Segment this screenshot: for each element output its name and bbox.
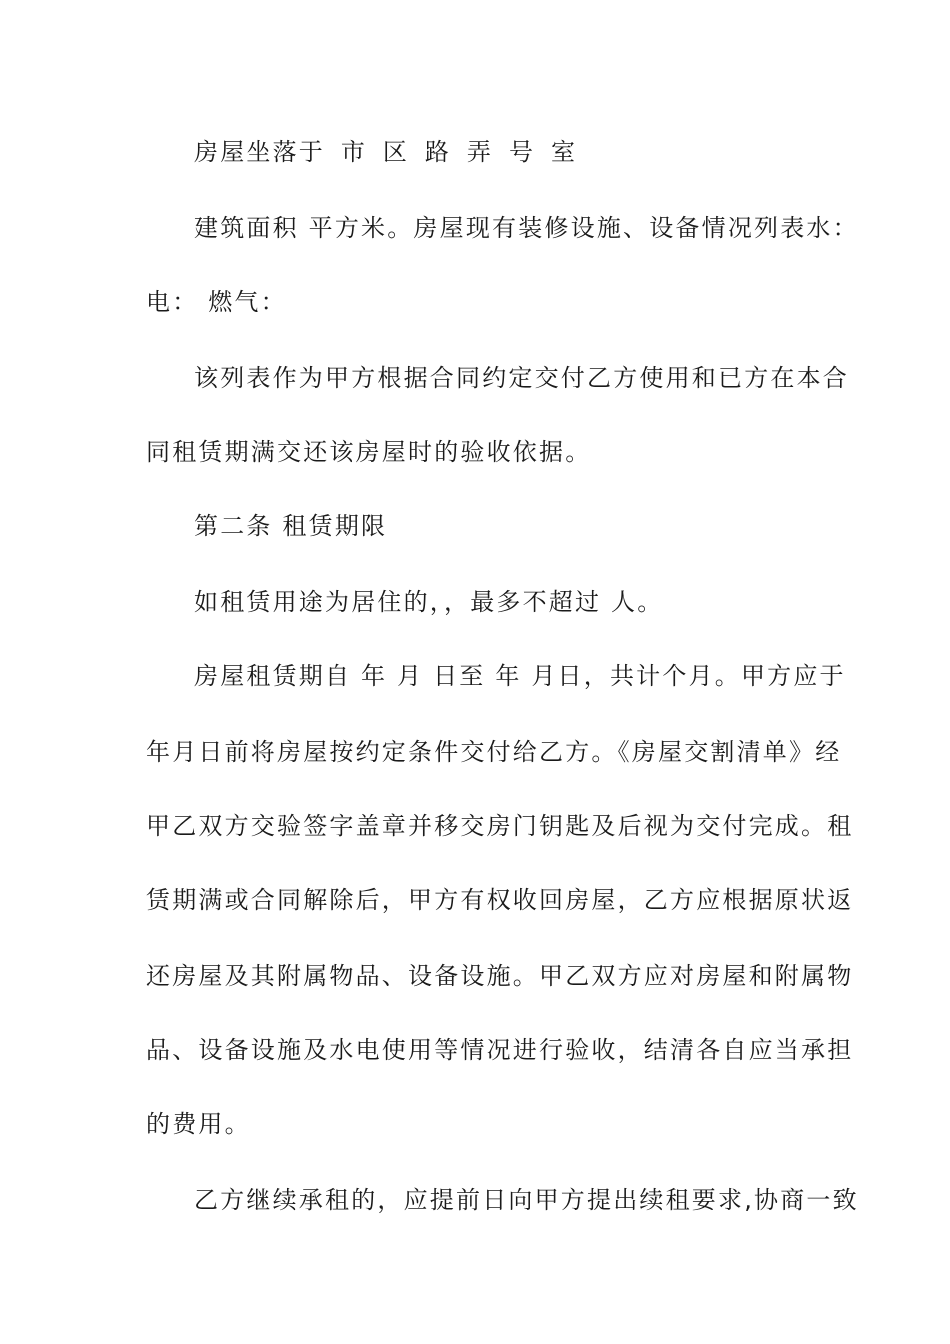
paragraph-term-line-2: 年月日前将房屋按约定条件交付给乙方。《房屋交割清单》经 (146, 738, 842, 766)
paragraph-term-line-1: 房屋租赁期自 年 月 日至 年 月日，共计个月。甲方应于 (194, 662, 846, 690)
section-heading-lease-term: 第二条 租赁期限 (194, 512, 388, 540)
paragraph-area-line-1: 建筑面积 平方米。房屋现有装修设施、设备情况列表水： (194, 214, 859, 242)
paragraph-term-line-4: 赁期满或合同解除后，甲方有权收回房屋，乙方应根据原状返 (146, 886, 854, 914)
paragraph-list-line-1: 该列表作为甲方根据合同约定交付乙方使用和已方在本合 (194, 364, 849, 392)
paragraph-location: 房屋坐落于 市 区 路 弄 号 室 (194, 138, 578, 166)
paragraph-term-line-3: 甲乙双方交验签字盖章并移交房门钥匙及后视为交付完成。租 (146, 812, 854, 840)
paragraph-term-line-7: 的费用。 (146, 1110, 251, 1138)
paragraph-list-line-2: 同租赁期满交还该房屋时的验收依据。 (146, 438, 592, 466)
paragraph-term-line-6: 品、设备设施及水电使用等情况进行验收，结清各自应当承担 (146, 1036, 854, 1064)
paragraph-renewal-line-1: 乙方继续承租的，应提前日向甲方提出续租要求,协商一致 (194, 1186, 859, 1214)
paragraph-area-line-2: 电： 燃气： (146, 288, 287, 316)
paragraph-residential-use: 如租赁用途为居住的，，最多不超过 人。 (194, 588, 664, 616)
paragraph-term-line-5: 还房屋及其附属物品、设备设施。甲乙双方应对房屋和附属物 (146, 962, 854, 990)
